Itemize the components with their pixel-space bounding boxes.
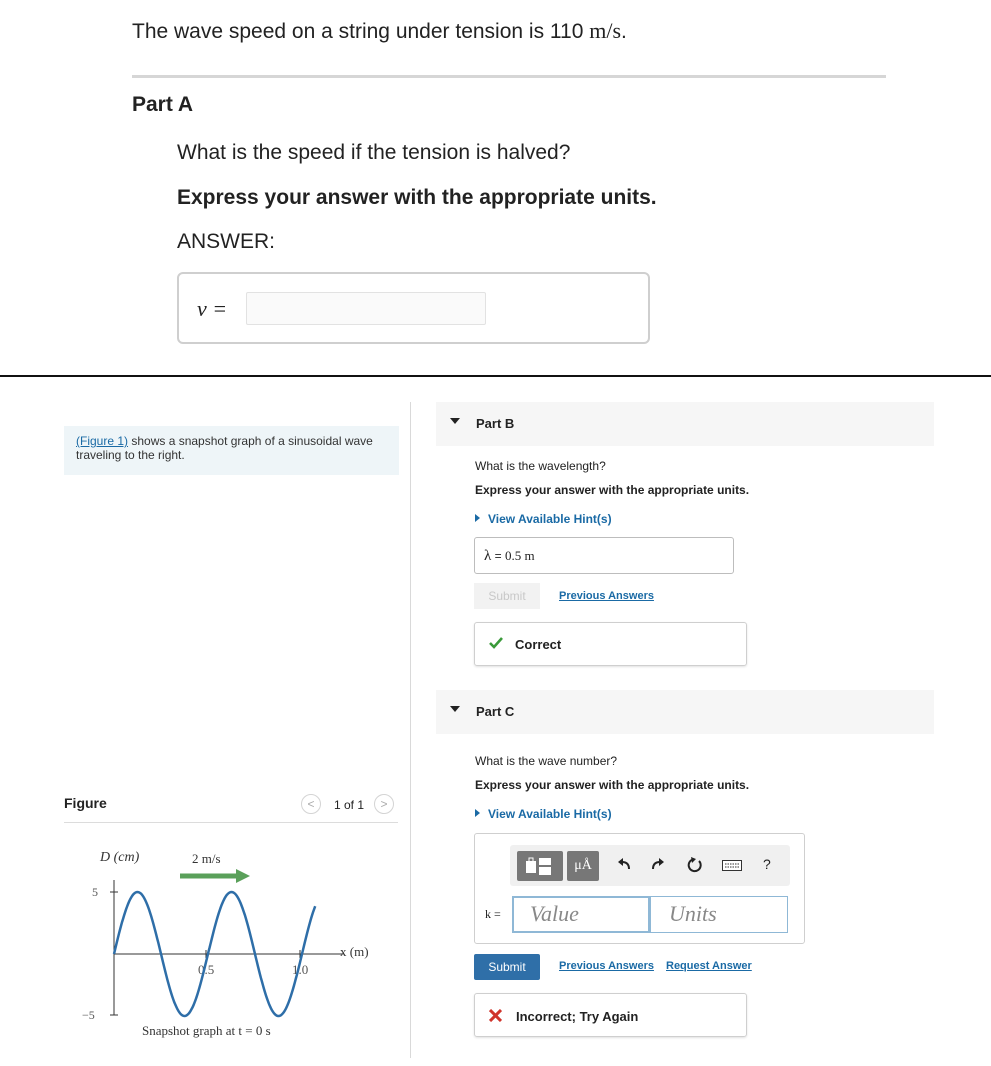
wave-direction-arrow-icon xyxy=(180,869,250,883)
x-axis-label: x (m) xyxy=(340,944,369,959)
value-input[interactable]: Value xyxy=(512,896,650,933)
speed-label: 2 m/s xyxy=(192,851,221,866)
help-icon[interactable]: ? xyxy=(763,856,771,872)
figure-caption: Snapshot graph at t = 0 s xyxy=(142,1023,271,1038)
divider xyxy=(64,822,398,823)
part-c-feedback: Incorrect; Try Again xyxy=(474,993,747,1037)
part-b-previous-answers-link[interactable]: Previous Answers xyxy=(559,590,654,602)
request-answer-link[interactable]: Request Answer xyxy=(666,960,752,972)
part-b-feedback: Correct xyxy=(474,622,747,666)
divider xyxy=(132,75,886,78)
figure-link[interactable]: (Figure 1) xyxy=(76,434,129,448)
y-tick-label-top: 5 xyxy=(92,885,98,899)
units-button[interactable]: μÅ xyxy=(567,851,599,881)
part-b-hint-link[interactable]: View Available Hint(s) xyxy=(475,512,612,526)
chevron-right-icon[interactable]: > xyxy=(374,794,394,814)
x-tick-label-2: 1.0 xyxy=(292,962,309,977)
problem-statement: The wave speed on a string under tension is 110 m/s. xyxy=(132,18,627,43)
units-input[interactable]: Units xyxy=(650,896,788,933)
math-toolbar xyxy=(510,845,790,886)
part-a-instruction: Express your answer with the appropriate units. xyxy=(177,186,657,209)
part-c-submit-button[interactable]: Submit xyxy=(474,954,540,980)
part-c-question: What is the wave number? xyxy=(475,754,618,768)
part-c-header[interactable] xyxy=(436,690,934,734)
reset-icon[interactable] xyxy=(687,857,703,873)
checkmark-icon xyxy=(489,636,503,650)
x-tick-label-1: 0.5 xyxy=(198,962,215,977)
wave-figure xyxy=(64,830,398,1050)
answer-variable: v = xyxy=(197,296,228,321)
y-tick-label-bottom: −5 xyxy=(82,1008,95,1022)
section-divider xyxy=(0,375,991,377)
part-b-answer: λ = 0.5 m xyxy=(484,548,535,564)
caret-right-icon xyxy=(475,809,480,817)
part-c-hint-link[interactable]: View Available Hint(s) xyxy=(475,807,612,821)
collapse-triangle-icon xyxy=(450,706,460,712)
part-c-previous-answers-link[interactable]: Previous Answers xyxy=(559,960,654,972)
y-axis-label: D (cm) xyxy=(100,850,140,865)
figure-count: 1 of 1 xyxy=(334,798,365,812)
keyboard-icon[interactable] xyxy=(722,860,742,871)
part-c-instruction: Express your answer with the appropriate units. xyxy=(475,778,750,792)
part-b-question: What is the wavelength? xyxy=(475,459,606,473)
part-b-submit-button[interactable]: Submit xyxy=(474,583,540,609)
part-b-instruction: Express your answer with the appropriate units. xyxy=(475,483,750,497)
part-c-title: Part C xyxy=(476,704,515,719)
speed-unit: m/s xyxy=(589,18,622,43)
part-b-header[interactable] xyxy=(436,402,934,446)
part-c-variable: k = xyxy=(485,907,501,921)
figure-info-box: (Figure 1) shows a snapshot graph of a sinusoidal wave traveling to the right. xyxy=(64,426,399,475)
caret-right-icon xyxy=(475,514,480,522)
speed-answer-input[interactable] xyxy=(246,292,486,325)
panel-divider xyxy=(410,402,411,1058)
x-icon xyxy=(489,1009,502,1022)
redo-icon[interactable] xyxy=(651,858,665,872)
templates-icon[interactable] xyxy=(517,851,563,881)
undo-icon[interactable] xyxy=(617,858,631,872)
answer-label: ANSWER: xyxy=(177,230,276,253)
collapse-triangle-icon xyxy=(450,418,460,424)
chevron-left-icon[interactable]: < xyxy=(301,794,321,814)
part-b-title: Part B xyxy=(476,416,515,431)
part-a-question: What is the speed if the tension is halved? xyxy=(177,141,571,164)
part-a-title: Part A xyxy=(132,93,194,116)
figure-title: Figure xyxy=(64,795,107,811)
